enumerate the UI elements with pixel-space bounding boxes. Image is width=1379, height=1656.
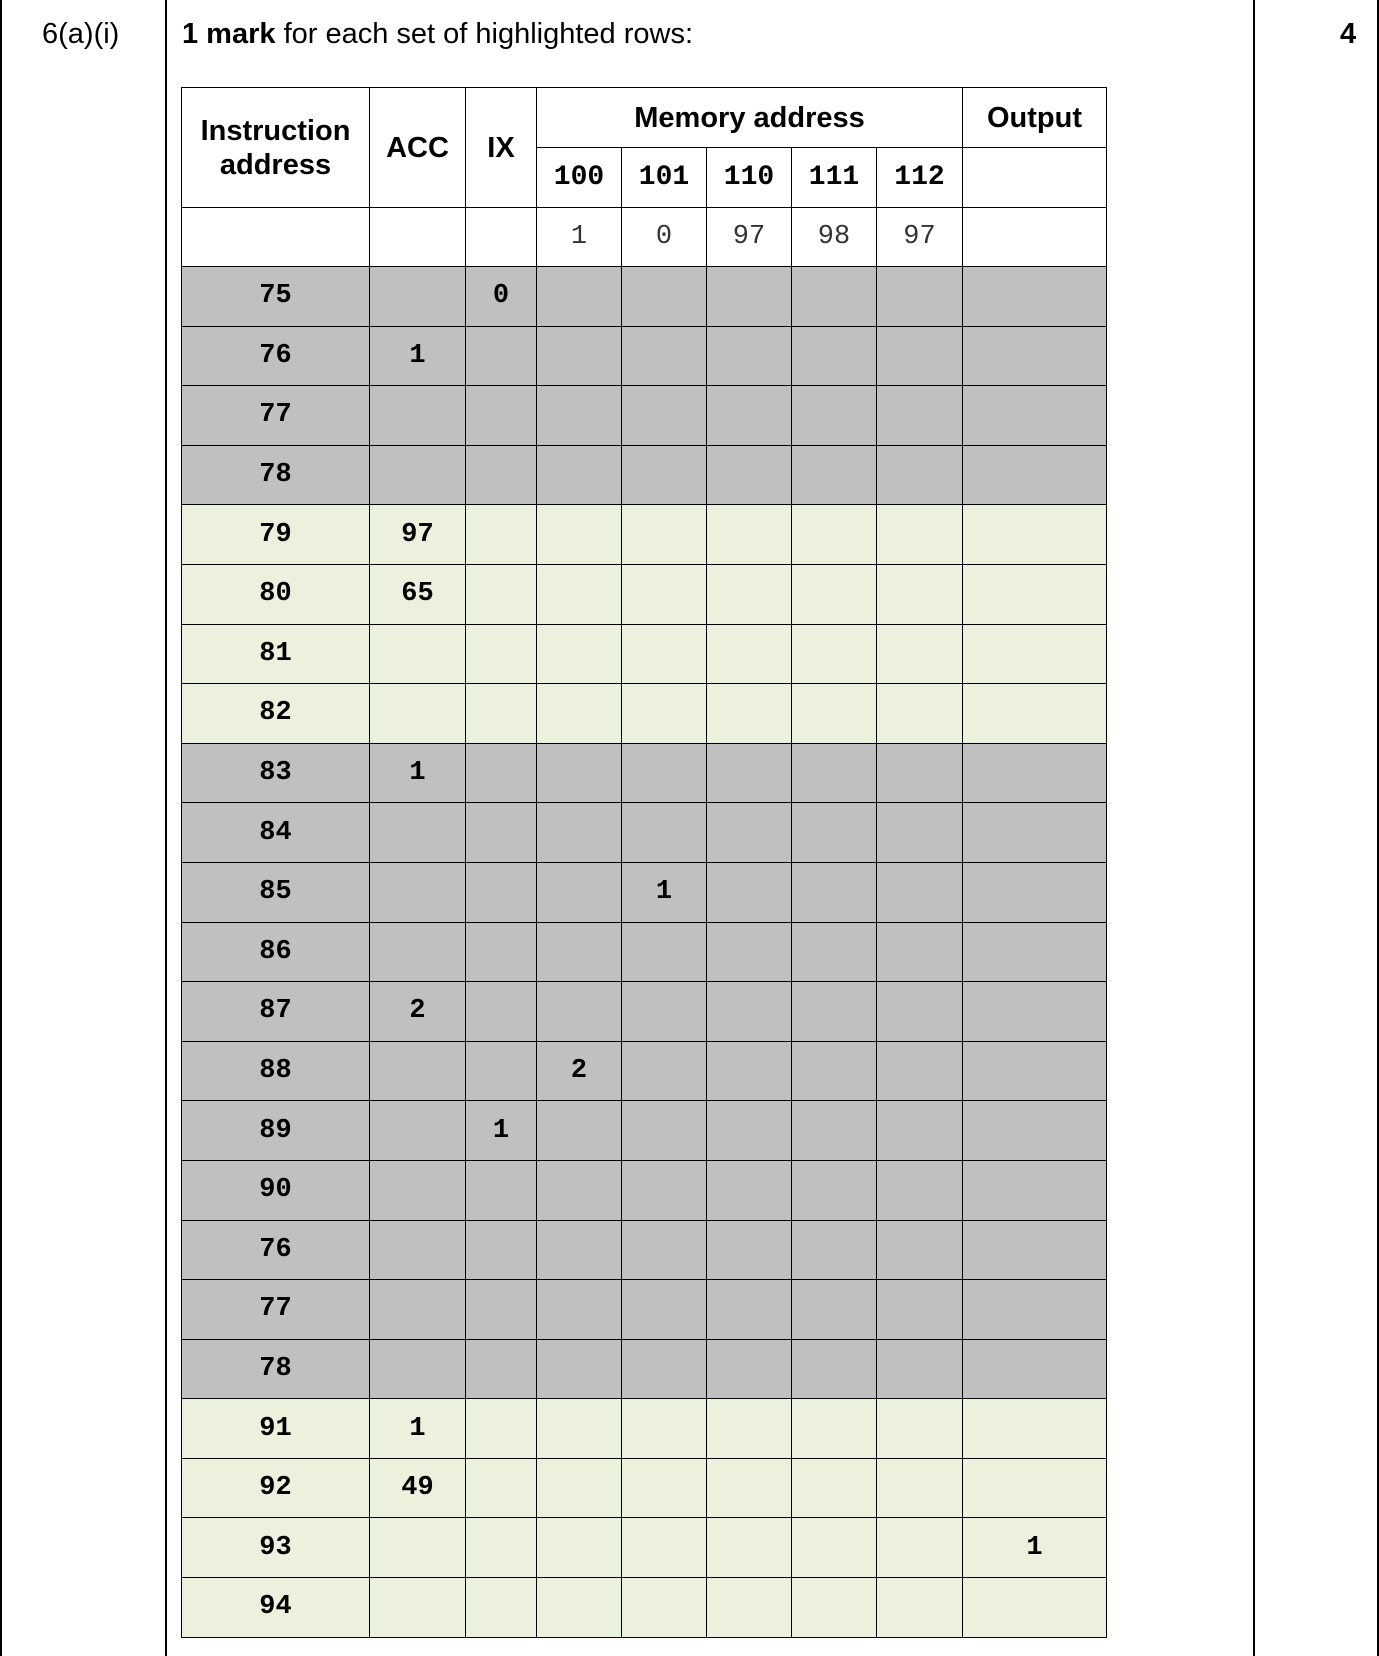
- mem-101-cell: [622, 564, 707, 624]
- ix-cell: [466, 1518, 537, 1578]
- mem-110-cell: [707, 386, 792, 446]
- instruction-address-cell: 86: [182, 922, 370, 982]
- trace-row: [182, 267, 1107, 327]
- mem-112-cell: [877, 1458, 963, 1518]
- acc-cell: [370, 1101, 466, 1161]
- mem-100-cell: [537, 1578, 622, 1638]
- output-cell: [963, 862, 1107, 922]
- mem-101-cell: [622, 743, 707, 803]
- mem-100-cell: [537, 267, 622, 327]
- instruction-address-cell: 87: [182, 982, 370, 1042]
- mem-112-cell: [877, 1280, 963, 1340]
- left-border: [0, 0, 2, 1656]
- mem-101-cell: [622, 1101, 707, 1161]
- instruction-address-cell: 77: [182, 386, 370, 446]
- mem-100-cell: [537, 1399, 622, 1459]
- output-cell: [963, 564, 1107, 624]
- mem-100-cell: [537, 445, 622, 505]
- empty-cell: [963, 208, 1107, 267]
- mem-100-cell: [537, 803, 622, 863]
- trace-row: [182, 386, 1107, 446]
- mem-110-cell: [707, 803, 792, 863]
- mem-100-cell: [537, 1518, 622, 1578]
- ix-cell: [466, 982, 537, 1042]
- instruction-address-cell: 84: [182, 803, 370, 863]
- intro-rest: for each set of highlighted rows:: [275, 18, 694, 50]
- acc-cell: [370, 386, 466, 446]
- instruction-address-cell: 82: [182, 684, 370, 744]
- ix-cell: [466, 684, 537, 744]
- mem-111-cell: [792, 445, 877, 505]
- acc-cell: [370, 1160, 466, 1220]
- acc-cell: [370, 803, 466, 863]
- mem-111-cell: [792, 624, 877, 684]
- mem-100-cell: [537, 505, 622, 565]
- mem-111-cell: [792, 267, 877, 327]
- instruction-address-cell: 92: [182, 1458, 370, 1518]
- mem-101-cell: [622, 982, 707, 1042]
- mem-100-cell: [537, 564, 622, 624]
- mem-112-cell: [877, 267, 963, 327]
- header-instruction-address: Instruction address: [182, 88, 370, 208]
- output-cell: 1: [963, 1518, 1107, 1578]
- mem-110-cell: [707, 564, 792, 624]
- acc-cell: 1: [370, 743, 466, 803]
- mem-101-cell: [622, 1339, 707, 1399]
- mem-111-cell: [792, 982, 877, 1042]
- output-cell: [963, 982, 1107, 1042]
- output-cell: [963, 922, 1107, 982]
- mem-110-cell: [707, 922, 792, 982]
- mem-101-cell: [622, 803, 707, 863]
- mem-112-cell: [877, 862, 963, 922]
- ix-cell: 0: [466, 267, 537, 327]
- mem-111-cell: [792, 862, 877, 922]
- initial-value-cell: 98: [792, 208, 877, 267]
- acc-cell: 1: [370, 326, 466, 386]
- ix-cell: [466, 743, 537, 803]
- ix-cell: [466, 1399, 537, 1459]
- mem-112-cell: [877, 1399, 963, 1459]
- header-memory-address: Memory address: [537, 88, 963, 148]
- initial-values-row: [182, 208, 1107, 267]
- instruction-address-cell: 81: [182, 624, 370, 684]
- mem-112-cell: [877, 1101, 963, 1161]
- trace-row: [182, 1518, 1107, 1578]
- instruction-address-cell: 85: [182, 862, 370, 922]
- mem-110-cell: [707, 267, 792, 327]
- trace-row: [182, 624, 1107, 684]
- mem-112-cell: [877, 684, 963, 744]
- trace-row: [182, 982, 1107, 1042]
- mem-100-cell: [537, 922, 622, 982]
- ix-cell: [466, 1339, 537, 1399]
- trace-row: [182, 1160, 1107, 1220]
- mem-112-cell: [877, 564, 963, 624]
- trace-row: [182, 1101, 1107, 1161]
- instruction-address-cell: 80: [182, 564, 370, 624]
- acc-cell: [370, 1041, 466, 1101]
- mem-111-cell: [792, 1578, 877, 1638]
- acc-cell: [370, 1339, 466, 1399]
- instruction-address-cell: 91: [182, 1399, 370, 1459]
- output-cell: [963, 1458, 1107, 1518]
- mem-111-cell: [792, 386, 877, 446]
- mem-111-cell: [792, 1518, 877, 1578]
- mem-100-cell: [537, 1458, 622, 1518]
- ix-cell: [466, 445, 537, 505]
- acc-cell: [370, 624, 466, 684]
- output-cell: [963, 1578, 1107, 1638]
- memory-column-header: 110: [707, 148, 792, 208]
- mem-110-cell: [707, 1160, 792, 1220]
- output-cell: [963, 1101, 1107, 1161]
- mem-110-cell: [707, 862, 792, 922]
- instruction-address-cell: 75: [182, 267, 370, 327]
- mem-101-cell: [622, 684, 707, 744]
- instruction-address-cell: 90: [182, 1160, 370, 1220]
- mem-100-cell: [537, 862, 622, 922]
- mem-112-cell: [877, 982, 963, 1042]
- output-cell: [963, 743, 1107, 803]
- mem-100-cell: [537, 1339, 622, 1399]
- ix-cell: [466, 1220, 537, 1280]
- mem-112-cell: [877, 1220, 963, 1280]
- mem-112-cell: [877, 386, 963, 446]
- mem-111-cell: [792, 505, 877, 565]
- output-cell: [963, 684, 1107, 744]
- initial-value-cell: 1: [537, 208, 622, 267]
- ix-cell: [466, 386, 537, 446]
- trace-row: [182, 445, 1107, 505]
- output-cell: [963, 803, 1107, 863]
- ix-cell: [466, 862, 537, 922]
- mem-100-cell: [537, 386, 622, 446]
- ix-cell: [466, 1280, 537, 1340]
- acc-cell: 65: [370, 564, 466, 624]
- mem-100-cell: [537, 743, 622, 803]
- mem-112-cell: [877, 1578, 963, 1638]
- ix-cell: [466, 564, 537, 624]
- instruction-address-cell: 83: [182, 743, 370, 803]
- output-cell: [963, 267, 1107, 327]
- mem-101-cell: [622, 1160, 707, 1220]
- mem-110-cell: [707, 1578, 792, 1638]
- mem-111-cell: [792, 684, 877, 744]
- trace-row: [182, 564, 1107, 624]
- empty-cell: [466, 208, 537, 267]
- trace-row: [182, 1399, 1107, 1459]
- acc-cell: 97: [370, 505, 466, 565]
- trace-row: [182, 803, 1107, 863]
- memory-column-header: 101: [622, 148, 707, 208]
- mem-100-cell: [537, 1220, 622, 1280]
- mem-110-cell: [707, 1101, 792, 1161]
- mem-100-cell: [537, 624, 622, 684]
- instruction-address-cell: 94: [182, 1578, 370, 1638]
- ix-cell: [466, 1578, 537, 1638]
- ix-cell: [466, 1041, 537, 1101]
- mem-101-cell: [622, 326, 707, 386]
- mem-100-cell: [537, 1160, 622, 1220]
- mem-101-cell: 1: [622, 862, 707, 922]
- ix-cell: [466, 624, 537, 684]
- trace-row: [182, 684, 1107, 744]
- trace-row: [182, 1220, 1107, 1280]
- trace-row: [182, 1458, 1107, 1518]
- question-marks: 4: [1340, 18, 1357, 50]
- acc-cell: [370, 1280, 466, 1340]
- output-cell: [963, 505, 1107, 565]
- mark-scheme-intro: [182, 18, 693, 51]
- empty-cell: [182, 208, 370, 267]
- memory-column-header: 100: [537, 148, 622, 208]
- mem-101-cell: [622, 1458, 707, 1518]
- mem-100-cell: [537, 1101, 622, 1161]
- mem-112-cell: [877, 624, 963, 684]
- mem-110-cell: [707, 1458, 792, 1518]
- ix-cell: [466, 505, 537, 565]
- trace-row: [182, 862, 1107, 922]
- instruction-address-cell: 93: [182, 1518, 370, 1578]
- acc-cell: [370, 1518, 466, 1578]
- mem-100-cell: [537, 684, 622, 744]
- mem-101-cell: [622, 1399, 707, 1459]
- trace-row: [182, 1339, 1107, 1399]
- acc-cell: [370, 1220, 466, 1280]
- mem-112-cell: [877, 505, 963, 565]
- mem-110-cell: [707, 1518, 792, 1578]
- mem-112-cell: [877, 743, 963, 803]
- output-subheader-empty: [963, 148, 1107, 208]
- mem-112-cell: [877, 922, 963, 982]
- mem-112-cell: [877, 326, 963, 386]
- memory-column-header: 111: [792, 148, 877, 208]
- acc-cell: [370, 862, 466, 922]
- output-cell: [963, 445, 1107, 505]
- output-cell: [963, 1339, 1107, 1399]
- instruction-address-cell: 88: [182, 1041, 370, 1101]
- mem-111-cell: [792, 803, 877, 863]
- mem-111-cell: [792, 1160, 877, 1220]
- mem-101-cell: [622, 386, 707, 446]
- mem-112-cell: [877, 803, 963, 863]
- acc-cell: 49: [370, 1458, 466, 1518]
- acc-cell: 2: [370, 982, 466, 1042]
- mem-111-cell: [792, 1399, 877, 1459]
- output-cell: [963, 1280, 1107, 1340]
- ix-cell: [466, 326, 537, 386]
- mem-110-cell: [707, 1041, 792, 1101]
- mem-111-cell: [792, 326, 877, 386]
- mem-111-cell: [792, 1101, 877, 1161]
- ix-cell: [466, 803, 537, 863]
- mem-111-cell: [792, 1458, 877, 1518]
- instruction-address-cell: 76: [182, 1220, 370, 1280]
- acc-cell: [370, 1578, 466, 1638]
- intro-bold: 1 mark: [182, 18, 276, 50]
- mem-110-cell: [707, 624, 792, 684]
- mem-110-cell: [707, 1339, 792, 1399]
- header-ix: IX: [466, 88, 537, 208]
- ix-cell: [466, 1458, 537, 1518]
- trace-row: [182, 1041, 1107, 1101]
- mem-101-cell: [622, 1578, 707, 1638]
- mem-101-cell: [622, 1518, 707, 1578]
- output-cell: [963, 1160, 1107, 1220]
- mem-101-cell: [622, 445, 707, 505]
- mem-112-cell: [877, 1041, 963, 1101]
- output-cell: [963, 1399, 1107, 1459]
- mem-110-cell: [707, 326, 792, 386]
- header-acc: ACC: [370, 88, 466, 208]
- trace-row: [182, 326, 1107, 386]
- instruction-address-cell: 78: [182, 445, 370, 505]
- acc-cell: [370, 922, 466, 982]
- mem-111-cell: [792, 743, 877, 803]
- mem-101-cell: [622, 624, 707, 684]
- initial-value-cell: 0: [622, 208, 707, 267]
- memory-column-header: 112: [877, 148, 963, 208]
- trace-row: [182, 505, 1107, 565]
- question-column-divider: [165, 0, 167, 1656]
- trace-row: [182, 1280, 1107, 1340]
- mem-110-cell: [707, 1280, 792, 1340]
- output-cell: [963, 1041, 1107, 1101]
- instruction-address-cell: 78: [182, 1339, 370, 1399]
- instruction-address-cell: 79: [182, 505, 370, 565]
- ix-cell: [466, 1160, 537, 1220]
- output-cell: [963, 386, 1107, 446]
- mem-100-cell: [537, 982, 622, 1042]
- mem-112-cell: [877, 1339, 963, 1399]
- trace-row: [182, 743, 1107, 803]
- trace-row: [182, 922, 1107, 982]
- mem-110-cell: [707, 684, 792, 744]
- question-number: 6(a)(i): [42, 18, 120, 50]
- mem-112-cell: [877, 445, 963, 505]
- empty-cell: [370, 208, 466, 267]
- output-cell: [963, 326, 1107, 386]
- acc-cell: [370, 445, 466, 505]
- mem-110-cell: [707, 505, 792, 565]
- output-cell: [963, 1220, 1107, 1280]
- trace-table: [181, 87, 1107, 1638]
- ix-cell: 1: [466, 1101, 537, 1161]
- ix-cell: [466, 922, 537, 982]
- mem-100-cell: [537, 1280, 622, 1340]
- mem-100-cell: 2: [537, 1041, 622, 1101]
- mem-101-cell: [622, 505, 707, 565]
- acc-cell: [370, 684, 466, 744]
- initial-value-cell: 97: [877, 208, 963, 267]
- instruction-address-cell: 77: [182, 1280, 370, 1340]
- mem-101-cell: [622, 922, 707, 982]
- mem-110-cell: [707, 1220, 792, 1280]
- mem-110-cell: [707, 982, 792, 1042]
- mem-110-cell: [707, 1399, 792, 1459]
- mem-101-cell: [622, 267, 707, 327]
- marks-column-divider: [1253, 0, 1255, 1656]
- mem-112-cell: [877, 1518, 963, 1578]
- acc-cell: 1: [370, 1399, 466, 1459]
- initial-value-cell: 97: [707, 208, 792, 267]
- instruction-address-cell: 76: [182, 326, 370, 386]
- acc-cell: [370, 267, 466, 327]
- trace-row: [182, 1578, 1107, 1638]
- output-cell: [963, 624, 1107, 684]
- header-output: Output: [963, 88, 1107, 148]
- instruction-address-cell: 89: [182, 1101, 370, 1161]
- mem-110-cell: [707, 743, 792, 803]
- mem-100-cell: [537, 326, 622, 386]
- mem-101-cell: [622, 1041, 707, 1101]
- mem-110-cell: [707, 445, 792, 505]
- mem-111-cell: [792, 922, 877, 982]
- mem-111-cell: [792, 1339, 877, 1399]
- mem-111-cell: [792, 1280, 877, 1340]
- mem-111-cell: [792, 1220, 877, 1280]
- mem-101-cell: [622, 1280, 707, 1340]
- mem-111-cell: [792, 1041, 877, 1101]
- mem-111-cell: [792, 564, 877, 624]
- mem-112-cell: [877, 1160, 963, 1220]
- mem-101-cell: [622, 1220, 707, 1280]
